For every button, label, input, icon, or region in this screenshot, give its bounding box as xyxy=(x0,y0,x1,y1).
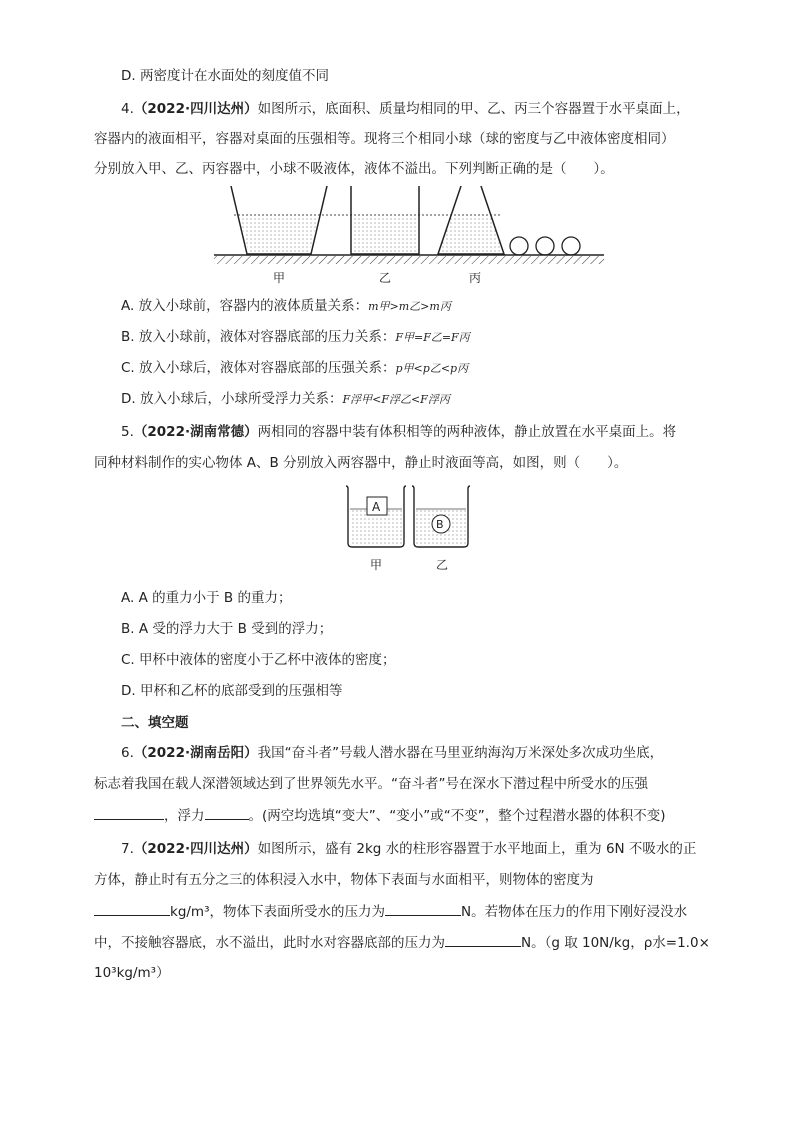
section-title-fill-in: 二、填空题 xyxy=(121,715,189,731)
q6-source: （2022·湖南岳阳） xyxy=(133,745,258,761)
q6-blank-1[interactable] xyxy=(94,805,164,820)
container-jia xyxy=(231,186,327,254)
q4-number: 4. xyxy=(121,101,134,117)
container-yi xyxy=(351,186,419,254)
q4-text1: 如图所示，底面积、质量均相同的甲、乙、丙三个容器置于水平桌面上， xyxy=(257,101,690,117)
q6-text3b: 。(两空均选填“变大”、“变小”或“不变”，整个过程潜水器的体积不变) xyxy=(248,808,666,824)
q4-source: （2022·四川达州） xyxy=(133,101,258,117)
q7-line5: 10³kg/m³） xyxy=(94,965,170,981)
q4-label-jia: 甲 xyxy=(273,271,286,285)
q5-line2: 同种材料制作的实心物体 A、B 分别放入两容器中，静止时液面等高，如图，则（ ）。 xyxy=(94,455,628,471)
q4-line2: 容器内的液面相平，容器对桌面的压强相等。现将三个相同小球（球的密度与乙中液体密度相同） xyxy=(94,131,675,147)
q7-line4 xyxy=(94,932,710,953)
q5-text1: 两相同的容器中装有体积相等的两种液体，静止放置在水平桌面上。将 xyxy=(257,424,677,440)
q5-option-d: D. 甲杯和乙杯的底部受到的压强相等 xyxy=(121,683,343,699)
q5-source: （2022·湖南常德） xyxy=(133,424,258,440)
q4-option-b-formula: F甲=F乙=F丙 xyxy=(395,331,470,344)
object-a-label: A xyxy=(372,500,381,514)
q7-source: （2022·四川达州） xyxy=(133,841,258,857)
q4-option-c xyxy=(121,358,468,379)
q4-option-c-formula: p甲<p乙<p丙 xyxy=(395,362,469,375)
q5-option-c: C. 甲杯中液体的密度小于乙杯中液体的密度； xyxy=(121,652,396,668)
q4-option-a-text: A. 放入小球前，容器内的液体质量关系： xyxy=(121,298,369,314)
q4-line3: 分别放入甲、乙、丙容器中，小球不吸液体，液体不溢出。下列判断正确的是（ ）。 xyxy=(94,161,614,177)
q4-option-b xyxy=(121,327,470,348)
q5-number: 5. xyxy=(121,424,134,440)
q7-blank-2[interactable] xyxy=(385,901,461,916)
q4-line1 xyxy=(121,99,690,119)
q6-text1: 我国“奋斗者”号载人潜水器在马里亚纳海沟万米深处多次成功坐底， xyxy=(257,745,664,761)
q6-text3a: ，浮力 xyxy=(164,808,205,824)
q7-blank-3[interactable] xyxy=(445,932,521,947)
q5-label-jia: 甲 xyxy=(370,558,383,572)
q7-line2: 方体，静止时有五分之三的体积浸入水中，物体下表面与水面相平，则物体的密度为 xyxy=(94,872,594,888)
ball-3 xyxy=(562,237,580,255)
q7-text1: 如图所示，盛有 2kg 水的柱形容器置于水平地面上，重为 6N 不吸水的正 xyxy=(257,841,697,857)
q4-option-a xyxy=(121,296,451,317)
beaker-yi xyxy=(412,486,470,547)
q5-option-b: B. A 受的浮力大于 B 受到的浮力； xyxy=(121,621,333,637)
q5-option-a: A. A 的重力小于 B 的重力； xyxy=(121,590,292,606)
q7-text4a: 中，不接触容器底，水不溢出，此时水对容器底部的压力为 xyxy=(94,935,445,951)
object-b-label: B xyxy=(436,518,444,531)
q7-number: 7. xyxy=(121,841,134,857)
ball-1 xyxy=(510,237,528,255)
q7-blank-1[interactable] xyxy=(94,901,170,916)
q4-label-yi: 乙 xyxy=(379,271,392,285)
q6-number: 6. xyxy=(121,745,134,761)
q5-line1 xyxy=(121,422,676,442)
container-bing xyxy=(438,186,504,254)
q7-line1 xyxy=(121,839,696,859)
q4-option-c-text: C. 放入小球后，液体对容器底部的压强关系： xyxy=(121,360,396,376)
q4-option-d-formula: F浮甲<F浮乙<F浮丙 xyxy=(342,393,450,406)
q7-text4b: N。（g 取 10N/kg，ρ水=1.0× xyxy=(521,935,710,951)
ball-2 xyxy=(536,237,554,255)
q6-line2: 标志着我国在载人深潜领域达到了世界领先水平。“奋斗者”号在深水下潜过程中所受水的压强 xyxy=(94,776,648,792)
q4-option-b-text: B. 放入小球前，液体对容器底部的压力关系： xyxy=(121,329,396,345)
q4-label-bing: 丙 xyxy=(469,271,482,285)
q6-line3 xyxy=(94,805,666,826)
q6-line1 xyxy=(121,743,663,763)
q4-figure xyxy=(210,186,610,286)
q5-figure xyxy=(340,482,470,574)
q4-option-d xyxy=(121,389,450,410)
q3-option-d: D. 两密度计在水面处的刻度值不同 xyxy=(121,68,329,84)
q7-text3a: kg/m³，物体下表面所受水的压力为 xyxy=(170,904,385,920)
q7-text3b: N。若物体在压力的作用下刚好浸没水 xyxy=(461,904,688,920)
q7-line3 xyxy=(94,901,687,922)
beaker-jia xyxy=(346,486,406,547)
q6-blank-2[interactable] xyxy=(205,805,249,820)
q4-option-a-formula: m甲>m乙>m丙 xyxy=(368,300,451,313)
q4-option-d-text: D. 放入小球后，小球所受浮力关系： xyxy=(121,391,343,407)
q5-label-yi: 乙 xyxy=(436,558,449,572)
